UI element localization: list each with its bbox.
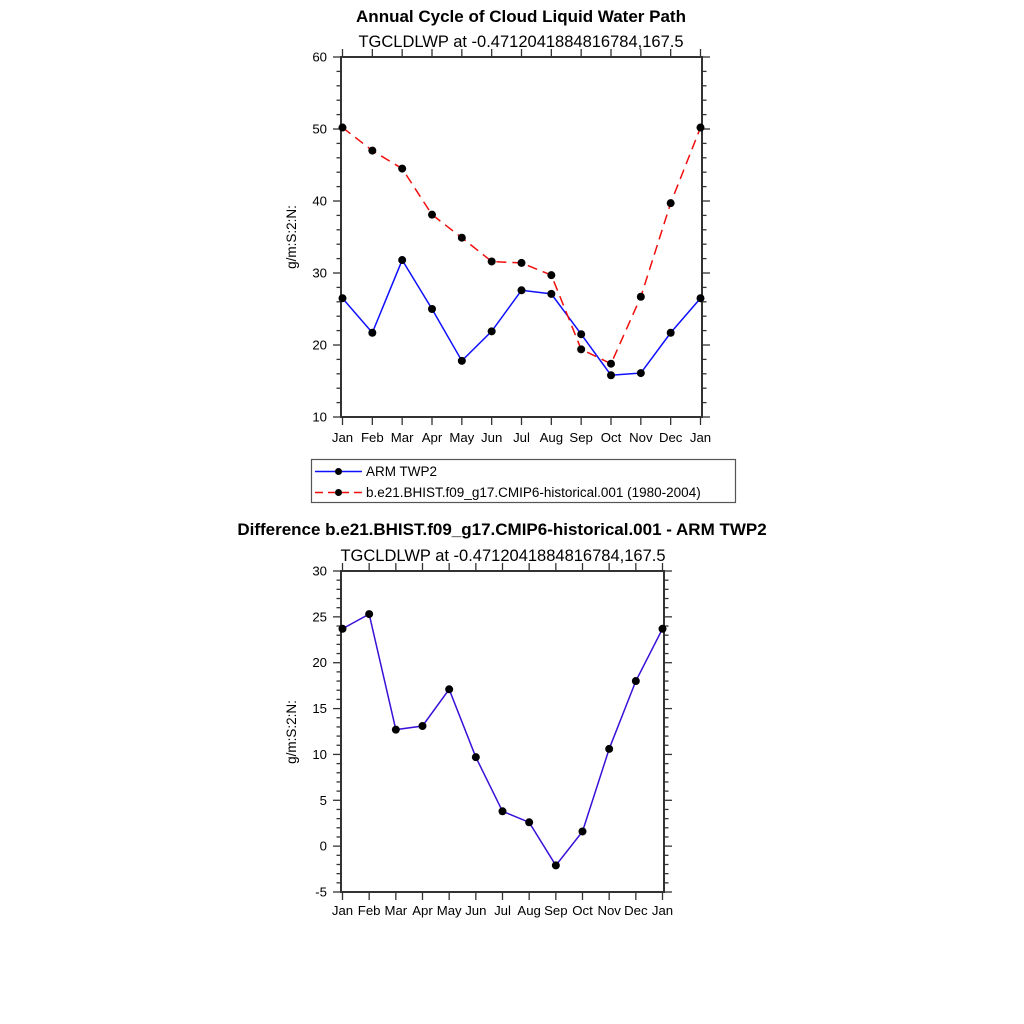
- x-tick-label: Jan: [651, 903, 674, 918]
- y-tick-label: 5: [319, 792, 327, 808]
- y-tick-label: 25: [312, 609, 327, 625]
- x-tick-label: Nov: [597, 903, 621, 918]
- chart2-title: Difference b.e21.BHIST.f09_g17.CMIP6-historical.001 - ARM TWP2: [237, 520, 767, 539]
- x-tick-label: Oct: [572, 903, 593, 918]
- x-tick-label: Apr: [421, 430, 443, 445]
- chart2-y-axis-label: g/m:S:2:N:: [284, 700, 299, 764]
- legend: [312, 460, 736, 503]
- x-tick-label: Jan: [331, 430, 354, 445]
- legend-marker-icon: [335, 489, 342, 496]
- data-point-marker: [445, 685, 453, 693]
- data-point-marker: [368, 329, 376, 337]
- data-point-marker: [697, 294, 705, 302]
- y-tick-label: 10: [312, 409, 327, 425]
- data-point-marker: [552, 861, 560, 869]
- x-tick-label: Nov: [629, 430, 653, 445]
- data-point-marker: [518, 286, 526, 294]
- data-point-marker: [577, 330, 585, 338]
- legend-entry-model: b.e21.BHIST.f09_g17.CMIP6-historical.001 (1980-2004): [366, 485, 701, 500]
- x-tick-label: Oct: [600, 430, 622, 445]
- data-point-marker: [339, 625, 347, 633]
- data-point-marker: [458, 234, 466, 242]
- difference-chart: [312, 563, 673, 918]
- data-point-marker: [637, 369, 645, 377]
- x-tick-label: Aug: [539, 430, 564, 445]
- data-point-marker: [398, 256, 406, 264]
- data-point-marker: [472, 753, 480, 761]
- data-point-marker: [547, 290, 555, 298]
- data-point-marker: [428, 305, 436, 313]
- data-point-marker: [488, 327, 496, 335]
- x-tick-label: Jan: [689, 430, 712, 445]
- x-tick-label: Jun: [481, 430, 503, 445]
- chart2-subtitle: TGCLDLWP at -0.4712041884816784,167.5: [340, 547, 666, 565]
- data-point-marker: [365, 610, 373, 618]
- x-tick-label: Aug: [517, 903, 541, 918]
- data-point-marker: [419, 722, 427, 730]
- y-tick-label: 40: [312, 193, 327, 209]
- data-point-marker: [458, 357, 466, 365]
- x-tick-label: Jul: [513, 430, 530, 445]
- y-tick-label: -5: [315, 884, 327, 900]
- x-tick-label: Feb: [360, 430, 384, 445]
- data-point-marker: [579, 827, 587, 835]
- data-point-marker: [607, 371, 615, 379]
- data-point-marker: [428, 211, 436, 219]
- x-tick-label: Feb: [357, 903, 381, 918]
- x-tick-label: Jun: [465, 903, 487, 918]
- y-tick-label: 0: [319, 838, 327, 854]
- y-tick-label: 60: [312, 49, 327, 65]
- x-tick-label: Mar: [390, 430, 414, 445]
- y-tick-label: 20: [312, 655, 327, 671]
- chart1-subtitle: TGCLDLWP at -0.4712041884816784,167.5: [358, 33, 684, 51]
- y-tick-label: 30: [312, 563, 327, 579]
- annual-cycle-chart: [312, 49, 711, 445]
- data-point-marker: [392, 726, 400, 734]
- data-point-marker: [667, 329, 675, 337]
- x-tick-label: Mar: [384, 903, 408, 918]
- y-tick-label: 50: [312, 121, 327, 137]
- data-point-marker: [605, 745, 613, 753]
- data-point-marker: [547, 271, 555, 279]
- legend-entry-arm-twp2: ARM TWP2: [366, 464, 438, 479]
- data-point-marker: [637, 293, 645, 301]
- data-point-marker: [339, 294, 347, 302]
- x-tick-label: Jan: [331, 903, 354, 918]
- x-tick-label: Jul: [494, 903, 511, 918]
- data-point-marker: [368, 147, 376, 155]
- legend-marker-icon: [335, 468, 342, 475]
- x-tick-label: Dec: [658, 430, 683, 445]
- data-point-marker: [632, 677, 640, 685]
- data-point-marker: [518, 259, 526, 267]
- x-tick-label: Sep: [544, 903, 568, 918]
- data-point-marker: [525, 818, 533, 826]
- x-tick-label: Dec: [624, 903, 648, 918]
- y-tick-label: 20: [312, 337, 327, 353]
- x-tick-label: Sep: [569, 430, 593, 445]
- series-line: [343, 614, 663, 865]
- data-point-marker: [339, 124, 347, 132]
- y-tick-label: 10: [312, 746, 327, 762]
- data-point-marker: [607, 360, 615, 368]
- chart1-y-axis-label: g/m:S:2:N:: [284, 205, 299, 269]
- x-tick-label: Apr: [412, 903, 433, 918]
- data-point-marker: [499, 807, 507, 815]
- data-point-marker: [398, 165, 406, 173]
- y-tick-label: 30: [312, 265, 327, 281]
- series-line: [343, 128, 701, 364]
- data-point-marker: [667, 199, 675, 207]
- data-point-marker: [488, 257, 496, 265]
- data-point-marker: [577, 345, 585, 353]
- data-point-marker: [659, 625, 667, 633]
- x-tick-label: May: [449, 430, 475, 445]
- y-tick-label: 15: [312, 701, 327, 717]
- chart1-title: Annual Cycle of Cloud Liquid Water Path: [356, 7, 686, 26]
- data-point-marker: [697, 124, 705, 132]
- x-tick-label: May: [436, 903, 462, 918]
